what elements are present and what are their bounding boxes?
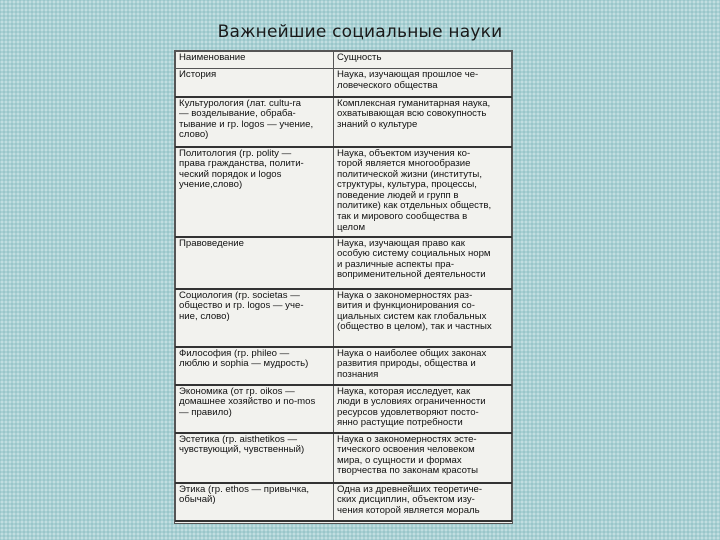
table-row [176,347,512,385]
table-row [176,69,512,97]
science-name: Политология (гр. polity — права гражданства, полити- ческий порядок и logos учение,слово) [176,147,334,237]
science-description: Наука о закономерностях эсте- тического освоения человеком мира, о сущности и формах творчества по законам красоты [334,433,512,483]
science-description: Наука, изучающая право как особую систему социальных норм и различные аспекты пра- воприменительной деятельности [334,237,512,289]
science-name: Социология (гр. societas — общество и гр. logos — уче- ние, слово) [176,289,334,347]
science-name: Культурология (лат. cultu-ra — возделывание, обраба- тывание и гр. logos — учение, слово) [176,97,334,147]
column-header-essence: Сущность [334,52,512,69]
science-name: Эстетика (гр. aisthetikos — чувствующий, чувственный) [176,433,334,483]
science-description: Наука о закономерностях раз- вития и функционирования со- циальных систем как глобальных (общество в целом), так и частных [334,289,512,347]
table-row [176,385,512,433]
table-row [176,483,512,521]
science-description: Наука, которая исследует, как люди в условиях ограниченности ресурсов удовлетворяют посто- янно растущие потребности [334,385,512,433]
table-row [176,147,512,237]
science-name: Правоведение [176,237,334,289]
science-description: Наука, объектом изучения ко- торой является многообразие политической жизни (институты, структуры, культура, процессы, поведение людей и групп в политике) как отдельных обществ, так и мирового сообщества в целом [334,147,512,237]
column-header-name: Наименование [176,52,334,69]
table-header-row [176,52,512,69]
science-description: Наука, изучающая прошлое че- ловеческого общества [334,69,512,97]
slide-title: Важнейшие социальные науки [217,22,503,42]
table-row [176,237,512,289]
science-name: Философия (гр. phileo — люблю и sophia — мудрость) [176,347,334,385]
science-name: Этика (гр. ethos — привычка, обычай) [176,483,334,521]
social-sciences-table [174,50,513,524]
table [175,51,512,522]
science-description: Комплексная гуманитарная наука, охватывающая всю совокупность знаний о культуре [334,97,512,147]
science-description: Одна из древнейших теоретиче- ских дисциплин, объектом изу- чения которой является мораль [334,483,512,521]
table-row [176,97,512,147]
science-name: Экономика (от гр. oikos — домашнее хозяйство и no-mos — правило) [176,385,334,433]
table-row [176,433,512,483]
table-row [176,289,512,347]
science-description: Наука о наиболее общих законах развития природы, общества и познания [334,347,512,385]
science-name: История [176,69,334,97]
